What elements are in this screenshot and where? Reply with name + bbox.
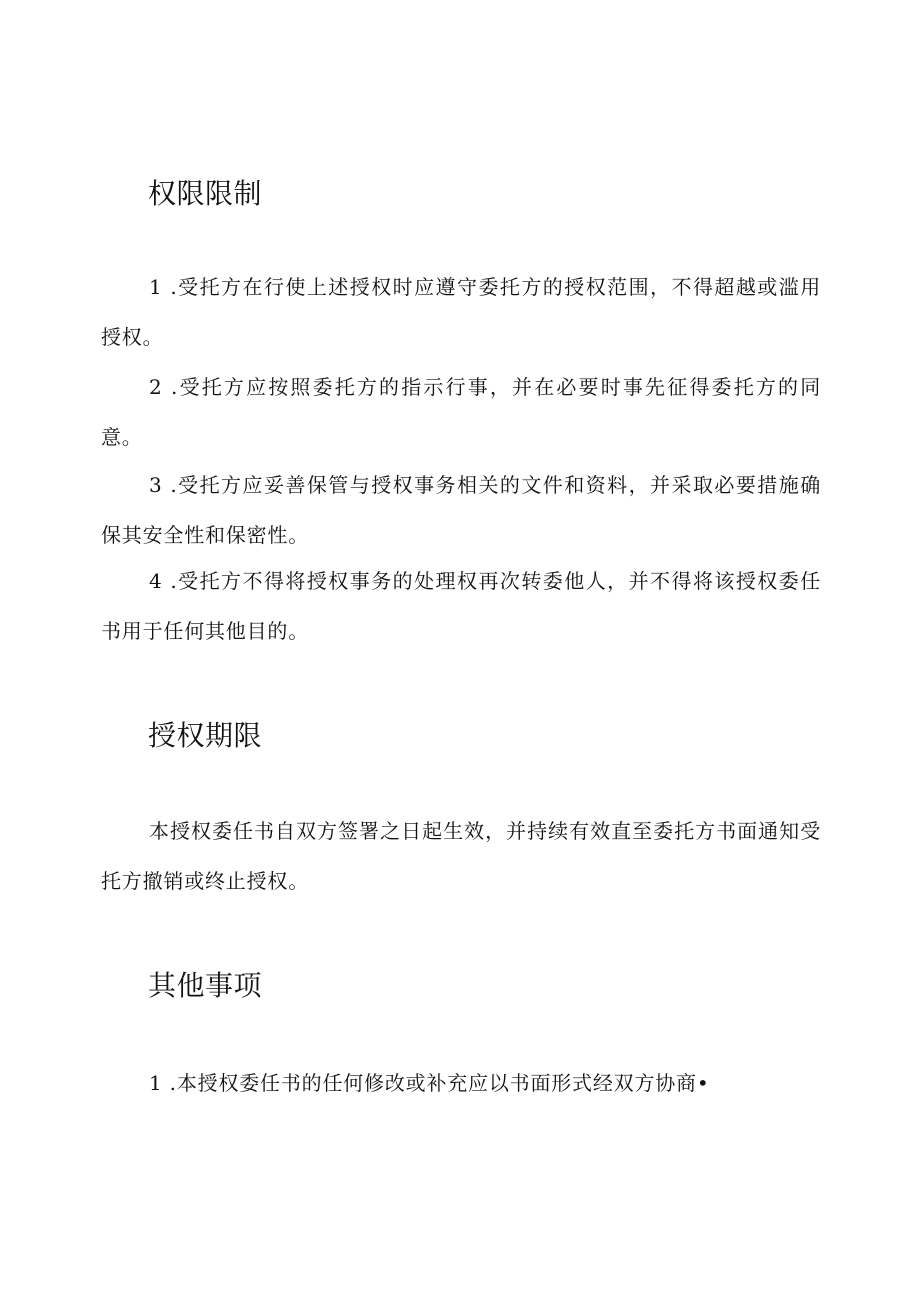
- paragraph-limit-2: 2 .受托方应按照委托方的指示行事，并在必要时事先征得委托方的同意。: [101, 375, 821, 449]
- paragraph-limit-3: 3 .受托方应妥善保管与授权事务相关的文件和资料，并采取必要措施确保其安全性和保密性。: [101, 473, 821, 547]
- section-heading-other-matters: 其他事项: [148, 969, 263, 1002]
- section-heading-permission-limits: 权限限制: [148, 177, 263, 210]
- paragraph-limit-1: 1 .受托方在行使上述授权时应遵守委托方的授权范围，不得超越或滥用授权。: [101, 275, 821, 349]
- section-heading-authorization-period: 授权期限: [148, 719, 263, 752]
- paragraph-limit-4: 4 .受托方不得将授权事务的处理权再次转委他人，并不得将该授权委任书用于任何其他目的。: [101, 569, 821, 643]
- paragraph-other-1: 1 .本授权委任书的任何修改或补充应以书面形式经双方协商•: [149, 1071, 710, 1095]
- paragraph-authorization-period: 本授权委任书自双方签署之日起生效，并持续有效直至委托方书面通知受托方撤销或终止授权。: [101, 819, 821, 893]
